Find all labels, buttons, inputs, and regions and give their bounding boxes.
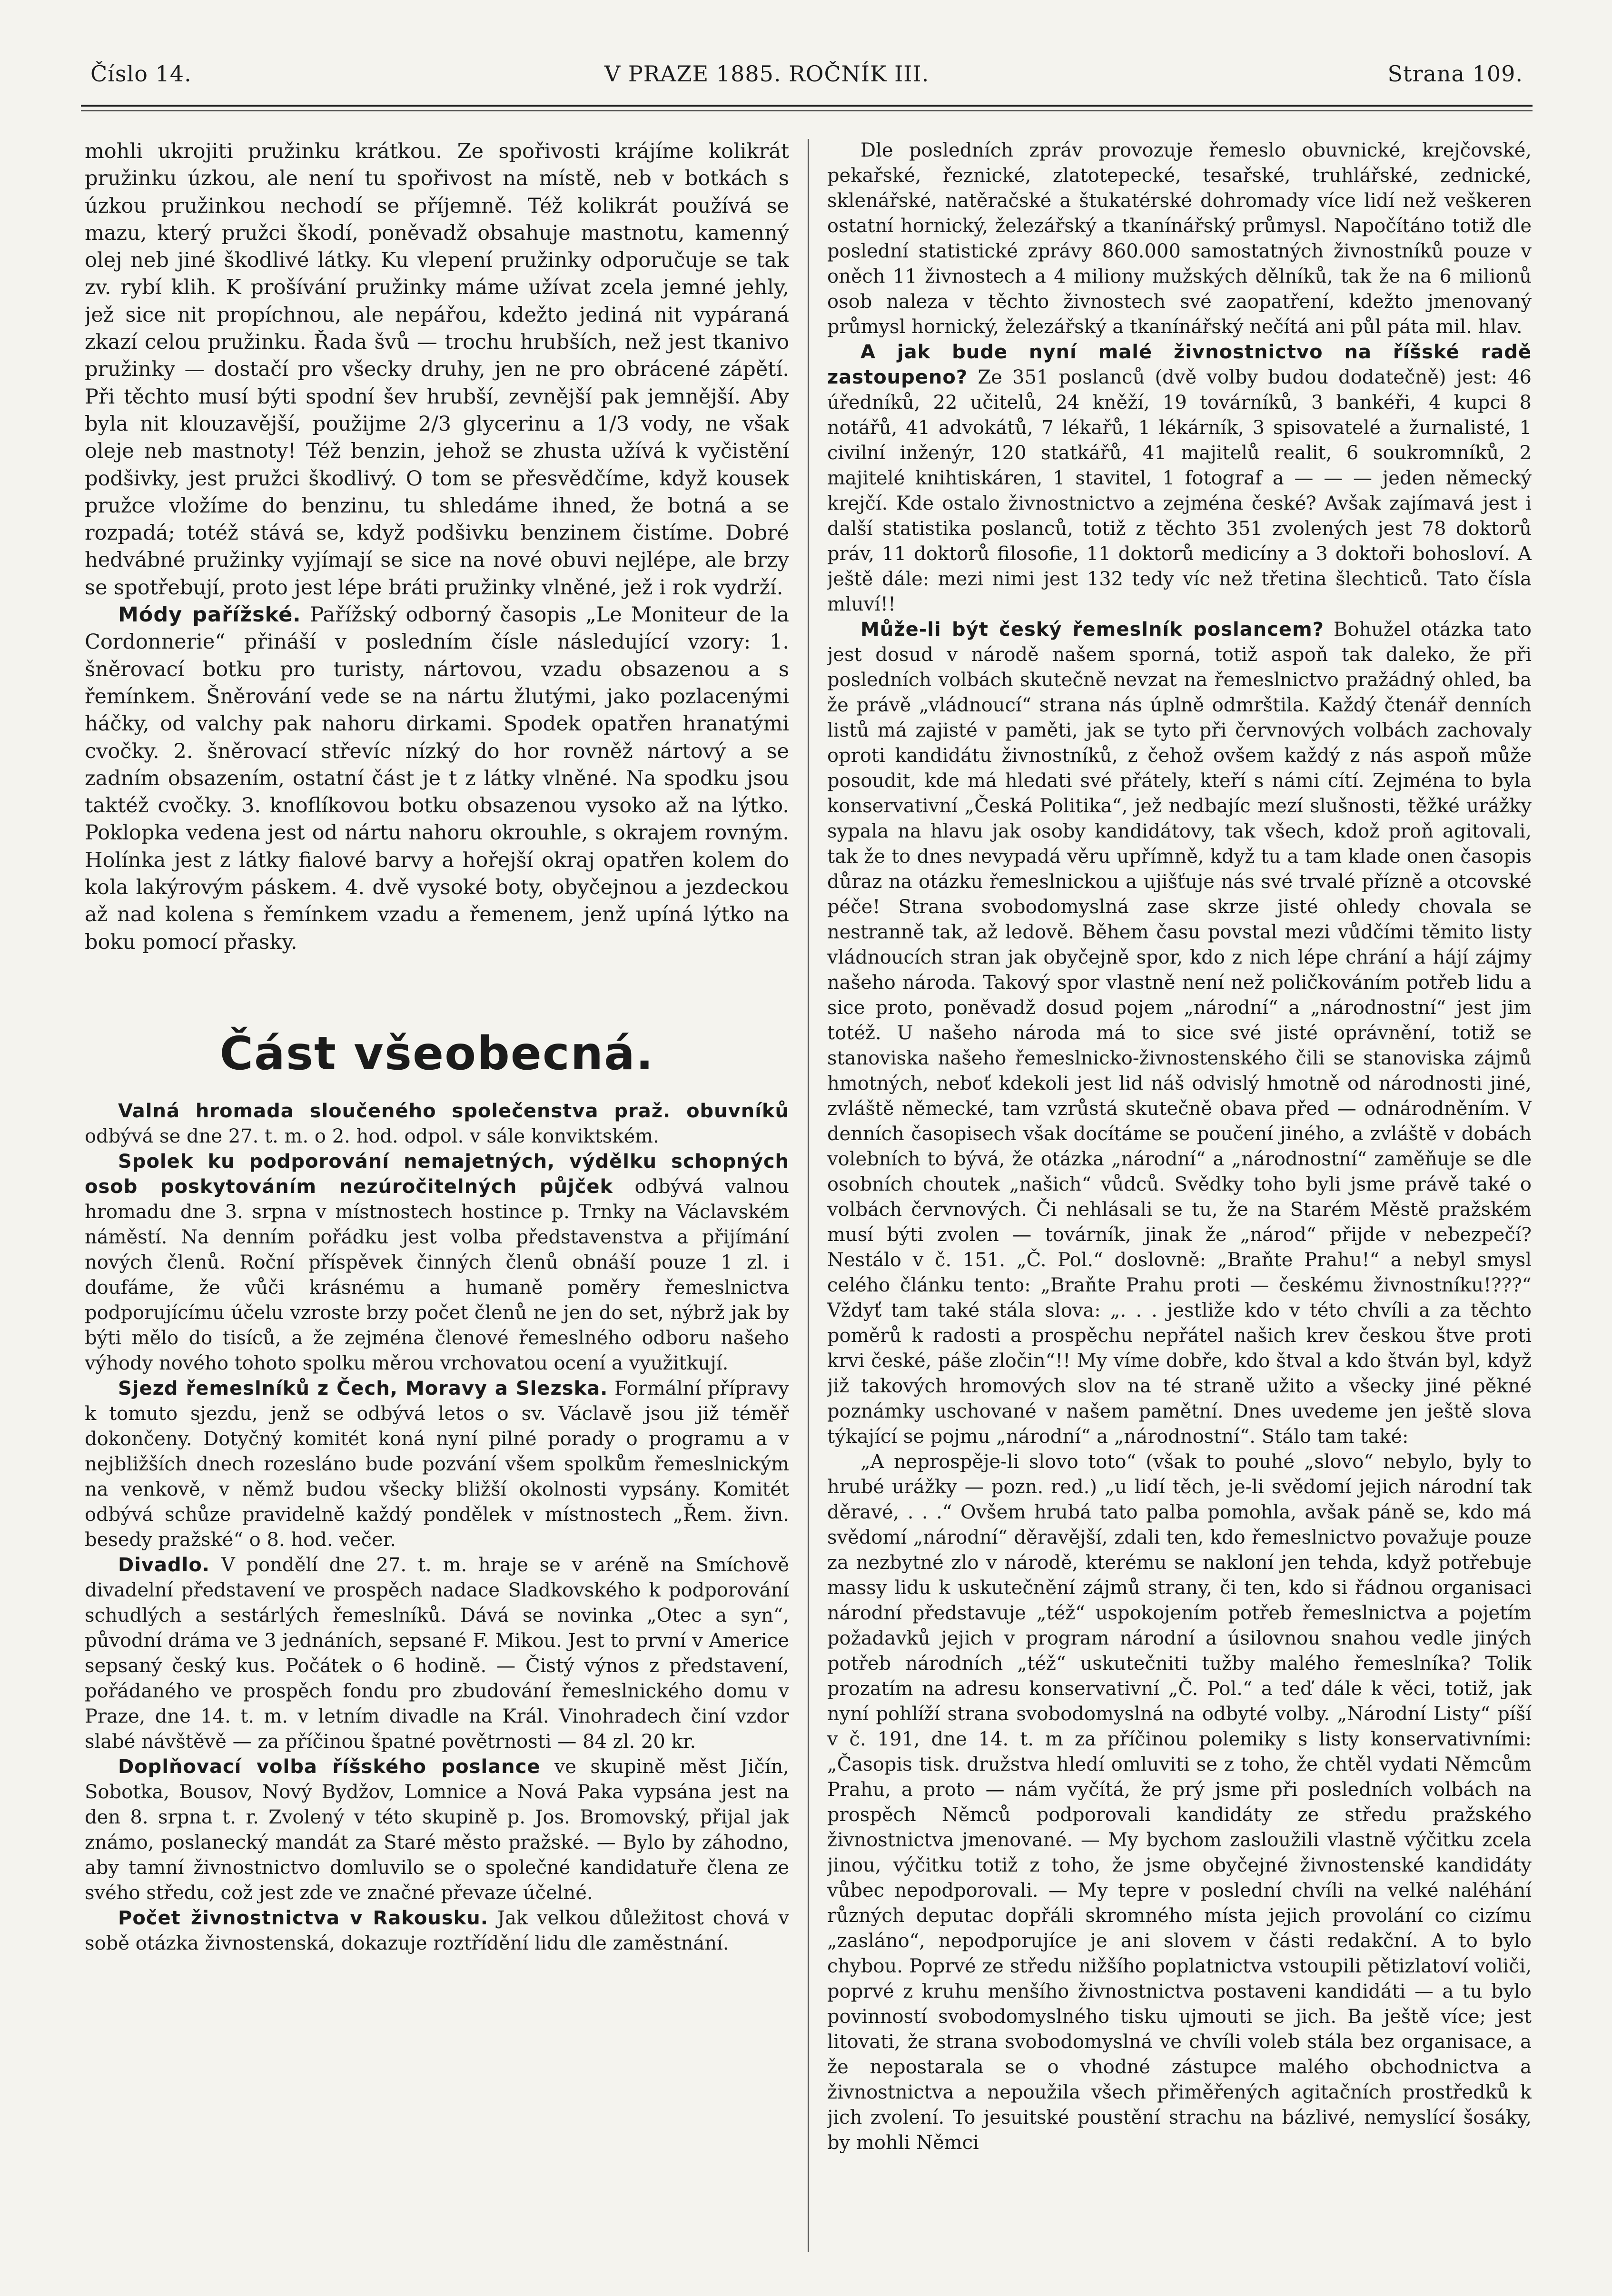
header-rule-thin	[81, 110, 1533, 111]
question-representation-body: Ze 351 poslanců (dvě volby budou dodatečně) jest: 46 úředníků, 22 učitelů, 24 kněží, 19 továrníků, 3 bankéři, 4 kupci 8 notářů, 41 advokátů, 7 lékařů, 1 lékárník, 3 spisovatelé a žurnalisté, 1 civilní inženýr, 120 statkářů, 41 majitelů realit, 6 soukromníků, 2 majitelé knihtiskáren, 1 stavitel, 1 fotograf a — — — jeden německý krejčí. Kde ostalo živnostnictvo a zejména české? Avšak zajímavá jest i další statistika poslanců, totiž z těchto 351 zvolených jest 78 doktorů práv, 11 doktorů filosofie, 11 doktorů medicíny a 3 doktoři bohosloví. A ještě dále: mezi nimi jest 132 tedy víc než třetina šlechticů. Tato čísla mluví!!	[827, 366, 1532, 615]
page-number: Strana 109.	[1387, 61, 1523, 87]
news-item-title: Valná hromada sloučeného společenstva praž. obuvníků	[118, 1100, 789, 1122]
news-item-title: Doplňovací volba říšského poslance	[118, 1755, 541, 1778]
news-item-body: odbývá valnou hromadu dne 3. srpna v místnostech hostince p. Trnky na Václavském náměstí. Na denním pořádku jest volba představenstva a přijímání nových členů. Roční příspěvek činných členů obnáší pouze 1 zl. i doufáme, že vůči krásnému a humaně poměry řemeslnictva podporujícímu účelu vzroste brzy počet členů ne jen do set, nýbrž jak by býti mělo do tisíců, a že zejména členové řemeslného odboru našeho výhody nového tohoto spolku měrou vrchovatou ocení a využitkují.	[85, 1175, 789, 1374]
news-item-title: Divadlo.	[118, 1554, 210, 1576]
news-item	[85, 1149, 789, 1376]
news-item	[85, 1754, 789, 1906]
news-item-body: odbývá se dne 27. t. m. o 2. hod. odpol. v sále konviktském.	[85, 1125, 659, 1147]
column-divider	[808, 139, 809, 2252]
left-column	[85, 138, 789, 2265]
news-item	[85, 1553, 789, 1754]
news-item-title: Počet živnostnictva v Rakousku.	[118, 1907, 488, 1929]
statistics-paragraph: Dle posledních zpráv provozuje řemeslo obuvnické, krejčovské, pekařské, řeznické, zlatotepecké, tesařské, truhlářské, zednické, sklenářské, natěračské a štukatérské dohromady více lidí než veškeren ostatní hornický, železářský a tkanínářský průmysl. Napočítáno totiž dle poslední statistické zprávy 860.000 samostatných živnostníků pouze v oněch 11 živnostech a 4 miliony mužských dělníků, tak že na 6 milionů osob naleza v těchto živnostech své zaopatření, kdežto jmenovaný průmysl hornický, železářský a tkanínářský nečítá ani půl páta mil. hlav.	[827, 139, 1532, 338]
article-mody	[85, 601, 789, 956]
masthead-line: V PRAZE 1885. ROČNÍK III.	[604, 61, 930, 87]
news-item-title: Sjezd řemeslníků z Čech, Moravy a Slezska.	[118, 1377, 608, 1399]
news-item-body: Jak velkou důležitost chová v sobě otázka živnostenská, dokazuje roztřídění lidu dle zaměstnání.	[85, 1907, 789, 1954]
issue-number: Číslo 14.	[90, 61, 192, 87]
header-rule	[81, 105, 1533, 107]
page-header	[90, 61, 1523, 99]
question-representation	[827, 340, 1532, 617]
question-craftsman-mp-title: Může-li být český řemeslník poslancem?	[860, 619, 1324, 641]
news-item	[85, 1099, 789, 1149]
question-representation-title: A jak bude nyní malé živnostnictvo na říšské radě zastoupeno?	[827, 341, 1532, 388]
quotation	[827, 1449, 1532, 2156]
section-title: Část všeobecná.	[219, 1026, 654, 1080]
question-craftsman-mp-body: Bohužel otázka tato jest dosud v národě našem sporná, totiž aspoň tak daleko, že při posledních volbách skutečně nevzat na řemeslnictvo pražádný ohled, ba že právě „vládnoucí“ strana nás úplně odmrštila. Každý čtenář denních listů má zajisté v paměti, jak se tyto při červnových volbách zachovaly oproti kandidátu živnostníků, z čehož ovšem každý z nás aspoň může posoudit, kde má hledati své přátely, kteří s námi cítí. Zejména to byla konservativní „Česká Politika“, jež nedbajíc mezí slušnosti, těžké urážky sypala na hlavu jak osoby kandidátovy, tak všech, kdož proň agitovali, tak že to dnes nevypadá věru upřímně, když tu a tam klade onen časopis důraz na otázku řemeslnickou a ujišťuje nás své trvalé přízně a otcovské péče! Strana svobodomyslná zase skrze jisté ohledy chovala se nestranně tak, až ledově. Během času povstal mezi vůdčími těmito listy vládnoucích stran jak obyčejně spor, kdo z nich lépe chrání a hájí zájmy našeho národa. Takový spor vlastně není než poličkováním potřeb lidu a sice proto, poněvadž dosud pojem „národní“ a „národnostní“ jest jim totéž. U našeho národa má to sice své jisté oprávnění, totiž se stanoviska našeho řemeslnicko-živnostenského čili se stanoviska zájmů hmotných, neboť kdekoli jest lid náš odvislý hmotně od národnosti jiné, zvláště německé, tam vzrůstá skutečně obava před — odnárodněním. V denních časopisech však docítáme se poučení jiného, a zvláště v dobách volebních to bývá, že otázka „národní“ a „národnostní“ zaměňuje se dle osobních choutek „našich“ vůdců. Svědky toho byli jsme právě také o volbách červnových. Či nehlásali se tu, že na Starém Městě pražském musí býti zvolen — továrník, jinak že „národ“ přijde v nebezpečí? Nestálo v č. 151. „Č. Pol.“ doslovně: „Braňte Prahu!“ a nebyl smysl celého článku tento: „Braňte Prahu proti — českému živnostníku!???“ Vždyť tam také stála slova: „. . . jestliže kdo v této chvíli a za těchto poměrů k radosti a prospěchu nepřátel našich krev českou štve proti krvi české, páše zločin“!! My víme dobře, kdo štval a kdo štván byl, když již takových hromových slov na té straně užito a všecky jiné pěkné poznámky uschované v našem pamětní. Dnes uvedeme jen ještě slova týkající se pojmu „národní“ a „národnostní“. Stálo tam také:	[827, 619, 1532, 1448]
article-mody-title: Módy pařížské.	[118, 603, 301, 627]
quotation-text: „A neprospěje-li slovo toto“ (však to pouhé „slovo“ nebylo, byly to hrubé urážky — pozn. red.) „u lidí těch, je-li svědomí jejich národní tak děravé, . . .“	[827, 1451, 1532, 1523]
news-item	[85, 1376, 789, 1553]
right-column	[827, 138, 1532, 2265]
news-item-body: ve skupině měst Jičín, Sobotka, Bousov, Nový Bydžov, Lomnice a Nová Paka vypsána jest na den 8. srpna t. r. Zvolený v této skupině p. Jos. Bromovský, přijal jak známo, poslanecký mandát za Staré město pražské. — Bylo by záhodno, aby tamní živnostnictvo domluvilo se o společné kandidatuře člena ze svého středu, což jest zde ve značné převaze účelné.	[85, 1755, 789, 1904]
article-continuation: mohli ukrojiti pružinku krátkou. Ze spořivosti krájíme kolikrát pružinku úzkou, ale není tu spořivost na místě, neb v botkách s úzkou pružinkou nechodí se příjemně. Též kolikrát používá se mazu, který pružci škodí, poněvadž obsahuje mastnotu, kamenný olej neb jiné škodlivé látky. Ku vlepení pružinky odporučuje se tak zv. rybí klih. K prošívání pružinky máme užívat zcela jemné jehly, jež sice nit propíchnou, ale nepářou, kdežto jediná nit vypáraná zkazí celou pružinku. Řada švů — trochu hrubších, než jest tkanivo pružinky — dostačí pro všecky druhy, jen ne pro obrácené zápětí. Při těchto musí býti spodní šev hrubší, zevnější pak jemnější. Aby byla nit klouzavější, použijme 2/3 glycerinu a 1/3 vody, ne však oleje neb mastnoty! Též benzin, jehož se zhusta užívá k vyčistění podšivky, jest pružci škodlivý. O tom se přesvědčíme, když kousek pružce vložíme do benzinu, tu shledáme ihned, že botná a se rozpadá; totéž stává se, když podšivku benzinem čistíme. Dobré hedvábné pružinky vyjímají se sice na nové obuvi nejlépe, ale brzy se spotřebují, proto jest lépe bráti pružinky vlněné, jež i rok vydrží.	[85, 139, 789, 600]
quotation-continuation: Ovšem hrubá tato palba pomohla, avšak páně se, kdo má svědomí „národní“ děravější, zdali ten, kdo řemeslnictvo považuje pouze za nezbytné zlo v národě, kterému se nakloní jen tehda, když potřebuje massy lidu k uskutečnění zájmů strany, či ten, kdo si řádnou organisaci národní představuje „též“ uspokojením potřeb řemeslnictva a pojetím požadavků jejich v program národní a úsilovnou snahou vedle jiných potřeb národních „též“ uskutečniti tužby malého řemeslníka? Tolik prozatím na adresu konservativní „Č. Pol.“ a teď dále k věci, totiž, jak nyní pohlíží strana svobodomyslná na odbyté volby. „Národní Listy“ píší v č. 191, dne 14. t. m za příčinou polemiky s listy konservativními: „Časopis tisk. družstva hledí omluviti se z toho, že chtěl vydati Němcům Prahu, a proto — nám vyčítá, že prý jsme při posledních volbách na prospěch Němců podporovali kandidáty ze středu pražského živnostnictva jmenované. — My bychom zasloužili vlastně výčitku zcela jinou, výčitku totiž z toho, že jsme obyčejné živnostenské kandidáty vůbec nepodporovali. — My tepre v poslední chvíli na velké naléhání různých deputac dopřáli skromného místa jejich provolání co cizímu „zasláno“, nepodporujíce je ani slovem v části redakční. A to bylo chybou. Poprvé ze středu nižšího poplatnictva vstoupili pětizlatoví voliči, poprvé z kruhu menšího živnostnictva postaveni kandidáti — a tu bylo povinností svobodomyslného tisku ujmouti se jich. Ba ještě více; jest litovati, že strana svobodomyslná ve chvíli voleb stála bez organisace, a že nepostarala se o vhodné zástupce malého obchodnictva a živnostnictva a nepoužila všech přiměřených agitačních prostředků k jich zvolení. To jesuitské poustění strachu na bázlivé, nemyslící šosáky, by mohli Němci	[827, 1501, 1532, 2154]
news-item	[85, 1906, 789, 1956]
news-item-title: Spolek ku podporování nemajetných, výdělku schopných osob poskytováním nezúročitelných půjček	[85, 1150, 789, 1198]
article-mody-body: Pařížský odborný časopis „Le Moniteur de la Cordonnerie“ přináší v posledním čísle následující vzory: 1. šněrovací botku pro turisty, nártovou, vzadu obsazenou a s řemínkem. Šněrování vede se na nártu žlutými, jako pozlacenými háčky, od valchy pak nahoru dirkami. Spodek opatřen hranatými cvočky. 2. šněrovací střevíc nízký do hor rovněž nártový a se zadním obsazením, ostatní část je t z látky vlněné. Na spodku jsou taktéž cvočky. 3. knoflíkovou botku obsazenou vysoko až na lýtko. Poklopka vedena jest od nártu nahoru okrouhle, s okrajem rovným. Holínka jest z látky fialové barvy a hořejší okraj opatřen kolem do kola lakýrovým páskem. 4. dvě vysoké boty, obyčejnou a jezdeckou až nad kolena s řemínkem vzadu a řemenem, jenž upíná lýtko na boku pomocí přasky.	[85, 603, 789, 954]
news-item-body: V pondělí dne 27. t. m. hraje se v aréně na Smíchově divadelní představení ve prospěch nadace Sladkovského k podporování schudlých a sestárlých řemeslníků. Dává se novinka „Otec a syn“, původní dráma ve 3 jednáních, sepsané F. Mikou. Jest to první v Americe sepsaný český kus. Počátek o 6 hodině. — Čistý výnos z představení, pořádaného ve prospěch fondu pro zbudování řemeslnického domu v Praze, dne 14. t. m. v letním divadle na Král. Vinohradech činí vzdor slabé návštěvě — za příčinou špatné povětrnosti — 84 zl. 20 kr.	[85, 1554, 789, 1753]
news-item-body: Formální přípravy k tomuto sjezdu, jenž se odbývá letos o sv. Václavě jsou již téměř dokončeny. Dotyčný komitét koná nyní pilné porady o programu a v nejbližších dnech rozesláno bude pozvání všem spolkům řemeslnickým na venkově, v němž budou všecky bližší okolnosti vypsány. Komitét odbývá schůze pravidelně každý pondělek v místnostech „Řem. živn. besedy pražské“ o 8. hod. večer.	[85, 1377, 789, 1551]
question-craftsman-mp	[827, 617, 1532, 1449]
